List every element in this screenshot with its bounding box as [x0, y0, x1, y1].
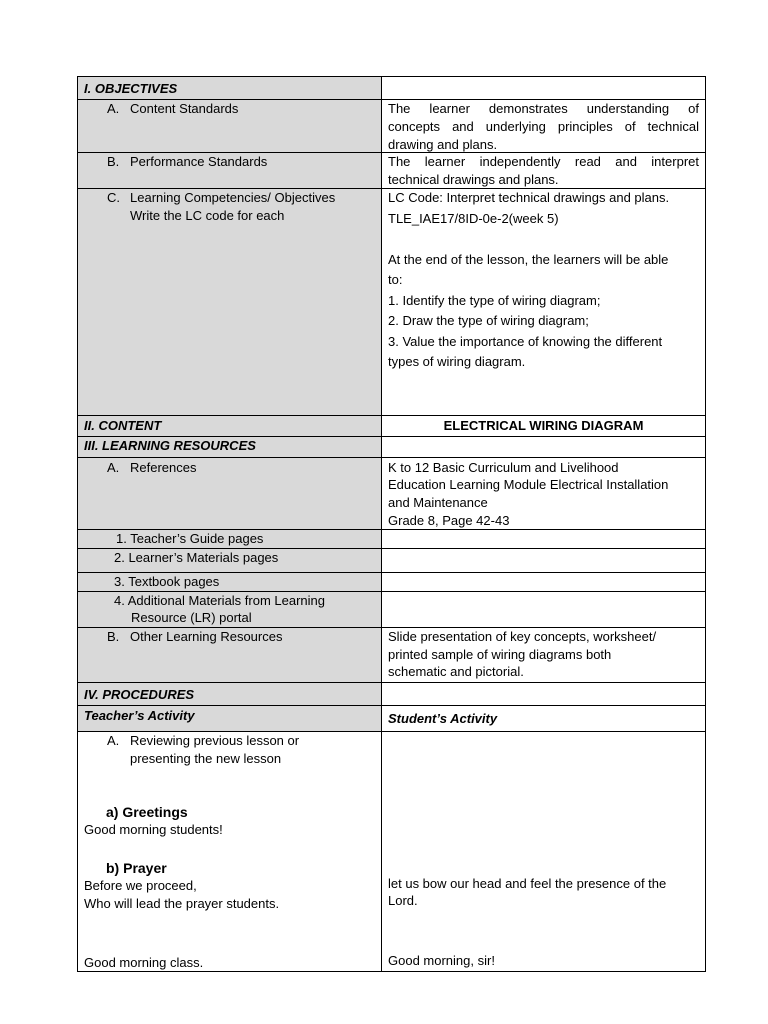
other-resources-line: printed sample of wiring diagrams both	[388, 647, 612, 662]
resources-blank-cell	[381, 436, 706, 458]
teachers-guide-value-cell	[381, 529, 706, 549]
greetings-label: a) Greetings	[106, 804, 188, 820]
learners-materials-value-cell	[381, 548, 706, 573]
performance-standards-label: Performance Standards	[130, 154, 268, 169]
competencies-letter: C.	[107, 190, 120, 205]
student-activity-cell	[381, 731, 706, 972]
textbook-cell	[77, 572, 382, 592]
competencies-label-2: Write the LC code for each	[130, 208, 285, 223]
objectives-heading: I. OBJECTIVES	[84, 81, 178, 96]
additional-materials-value-cell	[381, 591, 706, 628]
student-prayer: let us bow our head and feel the presence of the	[388, 876, 667, 891]
teacher-activity-cell	[77, 731, 382, 972]
other-resources-letter: B.	[107, 629, 120, 644]
content-standards-line: concepts and underlying principles of technical	[388, 119, 699, 134]
performance-standards-line: technical drawings and plans.	[388, 172, 559, 187]
objectives-blank-cell	[381, 76, 706, 100]
student-activity-header: Student’s Activity	[388, 711, 498, 726]
objective-item: 3. Value the importance of knowing the different	[388, 334, 663, 349]
content-standards-line: The learner demonstrates understanding of	[388, 101, 699, 116]
performance-standards-cell	[77, 152, 382, 189]
objective-item: 1. Identify the type of wiring diagram;	[388, 293, 601, 308]
additional-materials-label-2: Resource (LR) portal	[131, 610, 252, 625]
content-heading: II. CONTENT	[84, 418, 162, 433]
content-standards-label: Content Standards	[130, 101, 239, 116]
content-standards-cell	[77, 99, 382, 153]
review-label: Reviewing previous lesson or	[130, 733, 300, 748]
review-label-2: presenting the new lesson	[130, 751, 282, 766]
learners-materials-label: 2. Learner’s Materials pages	[114, 550, 279, 565]
objectives-heading-cell	[77, 76, 382, 100]
procedures-blank-cell	[381, 682, 706, 706]
references-letter: A.	[107, 460, 120, 475]
reference-line: K to 12 Basic Curriculum and Livelihood	[388, 460, 619, 475]
additional-materials-cell	[77, 591, 382, 628]
other-resources-line: schematic and pictorial.	[388, 664, 524, 679]
review-letter: A.	[107, 733, 120, 748]
procedures-heading: IV. PROCEDURES	[84, 687, 195, 702]
reference-line: Grade 8, Page 42-43	[388, 513, 510, 528]
teachers-guide-label: 1. Teacher’s Guide pages	[116, 531, 264, 546]
performance-standards-line: The learner independently read and interpret	[388, 154, 699, 169]
teacher-activity-header: Teacher’s Activity	[84, 708, 195, 723]
student-prayer-2: Lord.	[388, 893, 418, 908]
references-label: References	[130, 460, 197, 475]
prayer-text: Before we proceed,	[84, 878, 197, 893]
student-closing: Good morning, sir!	[388, 953, 495, 968]
teachers-guide-cell	[77, 529, 382, 549]
lc-code-value: TLE_IAE17/8ID-0e-2(week 5)	[388, 211, 559, 226]
performance-standards-letter: B.	[107, 154, 120, 169]
resources-heading-cell	[77, 436, 382, 458]
greetings-text: Good morning students!	[84, 822, 223, 837]
competencies-cell	[77, 188, 382, 416]
prayer-label: b) Prayer	[106, 860, 167, 876]
content-standards-letter: A.	[107, 101, 120, 116]
lc-code: LC Code: Interpret technical drawings and plans.	[388, 190, 670, 205]
textbook-value-cell	[381, 572, 706, 592]
resources-heading: III. LEARNING RESOURCES	[84, 438, 256, 453]
other-resources-cell	[77, 627, 382, 683]
student-activity-header-cell	[381, 705, 706, 732]
competencies-label: Learning Competencies/ Objectives	[130, 190, 336, 205]
content-heading-cell	[77, 415, 382, 437]
other-resources-label: Other Learning Resources	[130, 629, 283, 644]
references-value-cell	[381, 457, 706, 530]
references-cell	[77, 457, 382, 530]
other-resources-value-cell	[381, 627, 706, 683]
objectives-intro: At the end of the lesson, the learners will be able	[388, 252, 669, 267]
learners-materials-cell	[77, 548, 382, 573]
textbook-label: 3. Textbook pages	[114, 574, 220, 589]
content-standards-line: drawing and plans.	[388, 137, 498, 152]
content-standards-value-cell	[381, 99, 706, 153]
procedures-heading-cell	[77, 682, 382, 706]
reference-line: and Maintenance	[388, 495, 488, 510]
additional-materials-label: 4. Additional Materials from Learning	[114, 593, 326, 608]
objective-item-cont: types of wiring diagram.	[388, 354, 526, 369]
other-resources-line: Slide presentation of key concepts, worksheet/	[388, 629, 657, 644]
teacher-closing: Good morning class.	[84, 955, 204, 970]
content-title: ELECTRICAL WIRING DIAGRAM	[443, 418, 644, 433]
competencies-value-cell	[381, 188, 706, 416]
prayer-text-2: Who will lead the prayer students.	[84, 896, 280, 911]
objective-item: 2. Draw the type of wiring diagram;	[388, 313, 589, 328]
teacher-activity-header-cell	[77, 705, 382, 732]
reference-line: Education Learning Module Electrical Installation	[388, 477, 669, 492]
performance-standards-value-cell	[381, 152, 706, 189]
content-value-cell	[381, 415, 706, 437]
objectives-intro-2: to:	[388, 272, 403, 287]
lesson-plan-table	[77, 76, 706, 972]
